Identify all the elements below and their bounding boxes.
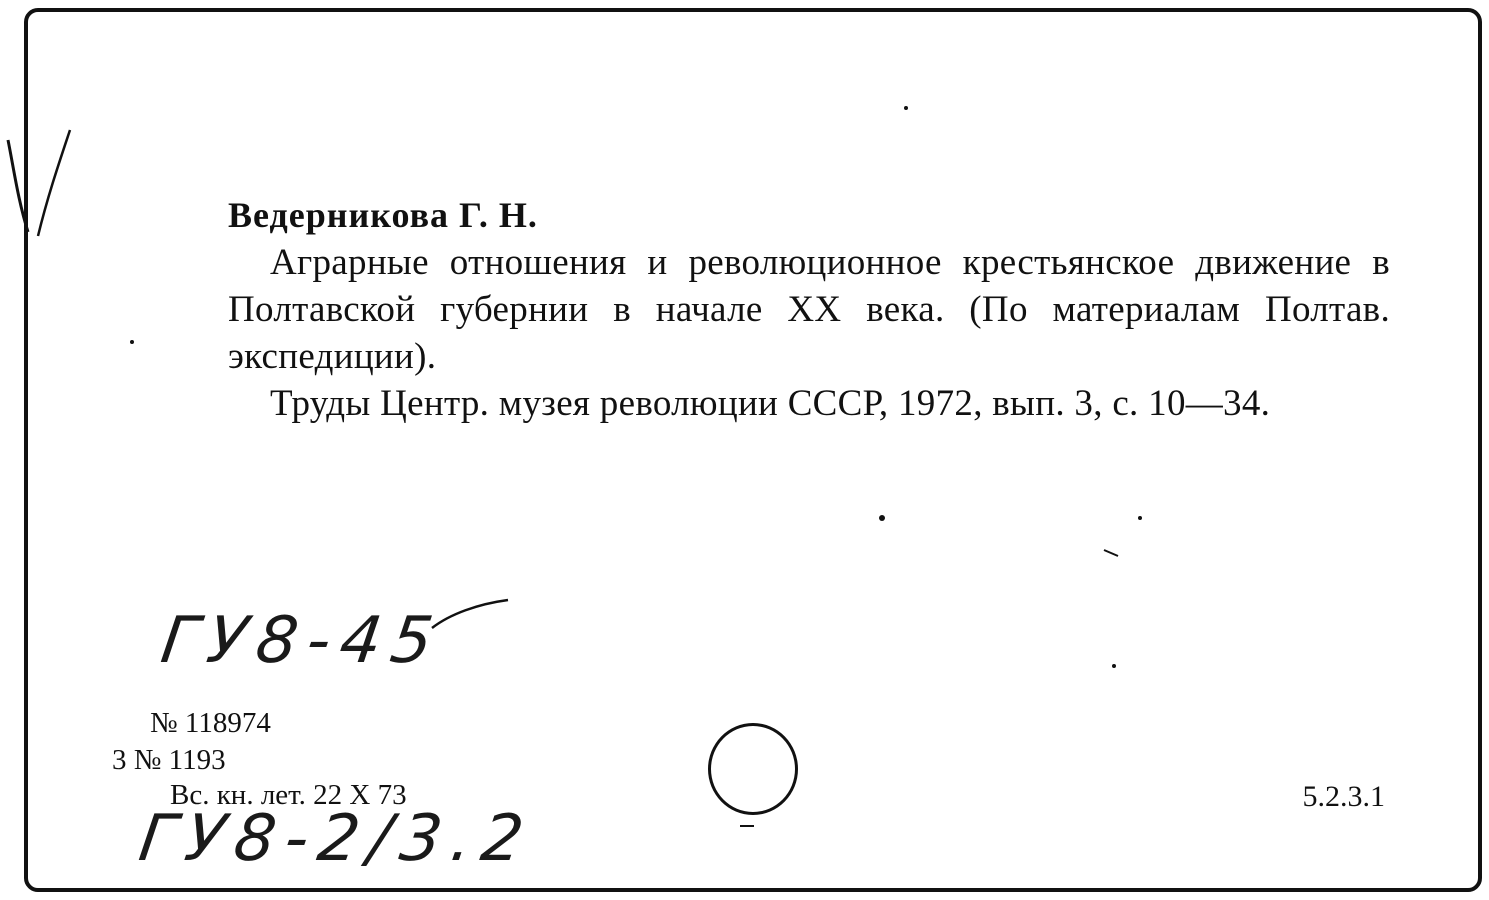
book-chronicle-stamp: Вс. кн. лет. 22 X 73 — [170, 779, 407, 811]
speck — [1112, 664, 1116, 668]
speck — [1138, 516, 1142, 520]
source-citation: Труды Центр. музея революции СССР, 1972, вып. 3, с. 10—34. — [270, 383, 1271, 424]
z-number-stamp: 3 № 1193 — [112, 744, 226, 776]
speck — [130, 340, 134, 344]
classification-code: 5.2.3.1 — [1302, 780, 1385, 813]
work-title: Аграрные отношения и революционное крестьянское движение в Полтавской губернии в начале XX века. (По материалам Полтав. экспедиции). — [228, 242, 1390, 377]
handwritten-call-number: ГУ8-2/3.2 — [134, 802, 538, 876]
handwritten-shelf-code: ГУ8-45 — [156, 604, 448, 678]
speck — [904, 106, 908, 110]
edge-pen-stroke — [38, 130, 70, 236]
author-name: Ведерникова Г. Н. — [228, 195, 538, 235]
speck — [879, 515, 885, 521]
bibliographic-entry — [228, 192, 1390, 427]
speck — [1104, 550, 1118, 556]
inventory-number-stamp: № 118974 — [150, 707, 271, 739]
card-punch-hole — [708, 723, 798, 815]
edge-tear-mark — [8, 140, 28, 232]
